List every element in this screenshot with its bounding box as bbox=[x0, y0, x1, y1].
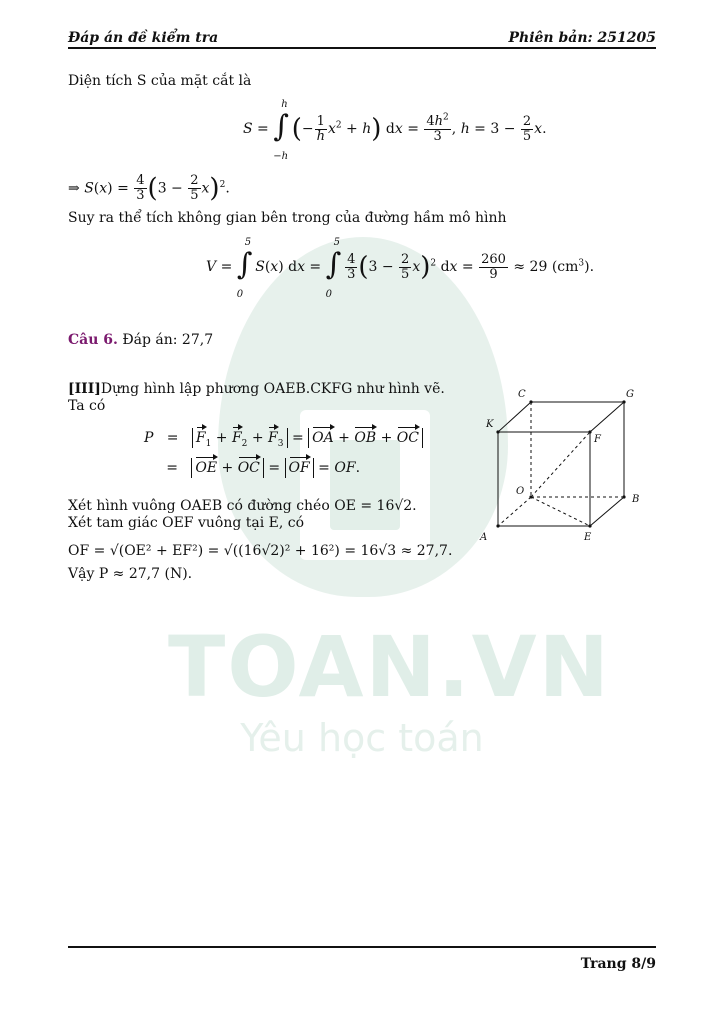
page-number: Trang 8/9 bbox=[580, 956, 656, 972]
cube-label-o: O bbox=[516, 486, 525, 497]
p-formula-line-1: $P = F_1 + F_2 + F_3$ = OA + OB + OC bbox=[144, 428, 423, 448]
watermark-title: TOAN.VN bbox=[168, 618, 611, 716]
footer-rule bbox=[68, 946, 656, 948]
solution-line-1: [III]Dựng hình lập phương OAEB.CKFG như hình vẽ. bbox=[68, 381, 445, 397]
volume-intro: Suy ra thể tích không gian bên trong của đường hầm mô hình bbox=[68, 210, 507, 226]
header-title: Đáp án đề kiểm tra bbox=[68, 30, 219, 46]
cube-label-k: K bbox=[486, 419, 494, 430]
volume-formula: V = ∫ 5 0 S(x) dx = ∫ 5 0 $\frac{4}{3}$ (3 − $\frac{2}{5}$ x)$^2$ dx = $\frac{260}{9}$ ≈ 29 $(cm^3)$. bbox=[206, 237, 595, 300]
square-line: Xét hình vuông OAEB có đường chéo OE = 16√2. bbox=[68, 498, 417, 514]
p-formula-line-2: = OE + OC = OF = OF. bbox=[144, 460, 361, 476]
cube-label-f: F bbox=[594, 434, 601, 445]
solution-tag: [III] bbox=[68, 381, 101, 397]
watermark-subtitle: Yêu học toán bbox=[240, 716, 484, 760]
cube-figure bbox=[476, 380, 656, 550]
of-formula: OF = √(OE² + EF²) = √((16√2)² + 16²) = 16√3 ≈ 27,7. bbox=[68, 543, 453, 559]
question-answer: Đáp án: 27,7 bbox=[122, 332, 214, 348]
cube-label-b: B bbox=[632, 494, 640, 505]
watermark-logo-inner bbox=[330, 440, 400, 530]
area-formula: S = ∫ h −h (− $\frac{1}{h}$ $x^2 + h$) dx = $\frac{4h^2}{3}$ , h = 3 − $\frac{2}{5}$ x. bbox=[243, 99, 547, 162]
cube-label-c: C bbox=[518, 389, 526, 400]
cube-label-e: E bbox=[584, 532, 592, 543]
conclusion-line: Vậy P ≈ 27,7 (N). bbox=[68, 566, 193, 582]
solution-line-2: Ta có bbox=[68, 398, 106, 414]
header-version: Phiên bản: 251205 bbox=[508, 30, 656, 46]
cube-label-a: A bbox=[480, 532, 488, 543]
header-rule bbox=[68, 47, 656, 49]
question-header bbox=[68, 331, 213, 349]
cube-label-g: G bbox=[626, 389, 634, 400]
question-label: Câu 6. bbox=[68, 332, 118, 348]
area-intro: Diện tích S của mặt cắt là bbox=[68, 73, 252, 89]
triangle-line: Xét tam giác OEF vuông tại E, có bbox=[68, 515, 305, 531]
s-of-x-formula: ⇒ S(x) = $\frac{4}{3}$ (3 − $\frac{2}{5}$ x)$^2$. bbox=[68, 173, 230, 204]
